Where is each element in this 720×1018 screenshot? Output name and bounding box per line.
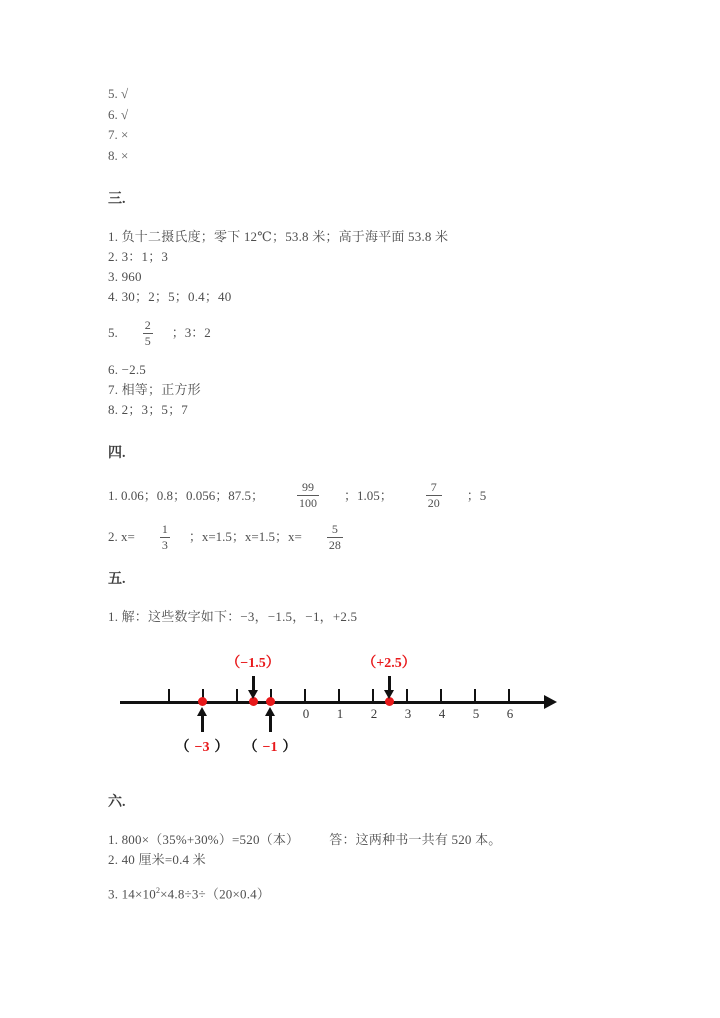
check-icon: √ [121, 86, 129, 101]
item-number: 5. [108, 325, 118, 340]
item-expression-before: 3. 14×10 [108, 885, 156, 901]
check-icon: √ [121, 106, 129, 122]
data-point [266, 697, 275, 706]
list-item-fraction [108, 481, 578, 512]
number-line-axis [120, 701, 548, 704]
axis-tick-label: 3 [404, 705, 412, 721]
pointer-arrow-up-icon [269, 716, 272, 732]
fraction-denominator: 3 [161, 537, 168, 552]
item-number: 7. [108, 127, 118, 142]
data-point-label [176, 736, 229, 756]
axis-tick [440, 689, 442, 702]
list-item: 2. 40 厘米=0.4 米 [108, 851, 206, 867]
axis-tick [508, 689, 510, 702]
axis-arrow-icon [544, 695, 557, 709]
number-line-figure [104, 644, 574, 776]
paren-open: （ [175, 739, 190, 755]
fraction [426, 481, 442, 510]
item-number: 5. [108, 86, 118, 101]
list-item [108, 146, 578, 167]
section-heading-four: 四. [108, 445, 126, 461]
cross-icon: × [121, 147, 129, 163]
list-item [108, 830, 578, 850]
fraction [160, 523, 170, 552]
axis-tick [338, 689, 340, 702]
pointer-arrow-down-icon [252, 676, 255, 692]
item-answer-text: 答：这两种书一共有 520 本。 [329, 831, 502, 847]
data-point-label: （+2.5） [362, 655, 416, 671]
list-item: 4. 30；2；5；0.4；40 [108, 289, 232, 304]
fraction-denominator: 100 [299, 496, 318, 511]
fraction-numerator: 1 [161, 521, 168, 536]
item-part: x= [121, 529, 135, 545]
axis-tick [236, 689, 238, 702]
fraction-numerator: 5 [327, 523, 343, 538]
fraction [143, 319, 153, 348]
exponent: 2 [155, 885, 161, 895]
cross-icon: × [121, 127, 129, 142]
data-point-value: −3 [194, 739, 210, 755]
paren-close: ） [282, 739, 297, 755]
axis-tick-label: 2 [370, 705, 378, 721]
section-heading-six: 六. [108, 794, 126, 810]
fraction [327, 523, 343, 552]
axis-tick [304, 689, 306, 702]
axis-tick-label: 1 [336, 705, 344, 721]
fraction-denominator: 28 [328, 537, 341, 552]
paren-close: ） [214, 739, 229, 755]
item-expression: 1. 800×（35%+30%）=520（本） [108, 831, 300, 847]
paren-open: （ [243, 739, 258, 755]
axis-tick [168, 689, 170, 702]
fraction-numerator: 99 [297, 481, 319, 496]
axis-tick-label: 0 [302, 705, 310, 721]
list-item: 3. 960 [108, 269, 142, 284]
item-number: 2. [108, 529, 118, 545]
item-part: ；5 [466, 487, 487, 503]
list-item [108, 105, 578, 126]
axis-tick [372, 689, 374, 702]
item-number: 6. [108, 106, 118, 122]
item-expression-after: ×4.8÷3÷（20×0.4） [160, 885, 271, 901]
data-point-label: （−1.5） [226, 655, 280, 671]
item-number: 1. [108, 487, 118, 503]
list-item: 7. 相等；正方形 [108, 381, 201, 397]
axis-tick [474, 689, 476, 702]
fraction-denominator: 20 [427, 496, 440, 511]
list-item [108, 125, 578, 146]
list-item-fraction [108, 522, 578, 553]
section-heading-three: 三. [108, 192, 126, 207]
item-part: ；x=1.5；x=1.5；x= [188, 529, 302, 545]
pointer-arrow-up-icon [201, 716, 204, 732]
fraction [297, 481, 319, 510]
list-item-fraction [108, 318, 578, 349]
axis-tick-label: 5 [472, 705, 480, 721]
true-false-answer-list [108, 84, 578, 166]
item-rest: ；3：2 [171, 325, 211, 340]
item-part: 0.06；0.8；0.056；87.5； [121, 487, 265, 503]
page-content [108, 84, 578, 904]
section-heading-five: 五. [108, 571, 126, 587]
data-point [198, 697, 207, 706]
axis-tick-label: 4 [438, 705, 446, 721]
data-point-value: −1 [262, 739, 278, 755]
list-item [108, 881, 578, 904]
list-item: 2. 3：1；3 [108, 249, 169, 264]
list-item [108, 84, 578, 105]
list-item: 1. 解：这些数字如下：−3，−1.5，−1，+2.5 [108, 608, 358, 624]
fraction-denominator: 5 [144, 333, 151, 348]
fraction-numerator: 7 [426, 481, 442, 496]
item-number: 8. [108, 147, 118, 163]
fraction-numerator: 2 [144, 317, 151, 332]
axis-tick-label: 6 [506, 705, 514, 721]
item-part: ；1.05； [344, 487, 393, 503]
data-point-label [244, 736, 297, 756]
list-item: 6. −2.5 [108, 361, 146, 377]
list-item: 8. 2；3；5；7 [108, 401, 189, 417]
axis-tick [406, 689, 408, 702]
list-item: 1. 负十二摄氏度；零下 12℃；53.8 米；高于海平面 53.8 米 [108, 229, 449, 244]
pointer-arrow-down-icon [388, 676, 391, 692]
